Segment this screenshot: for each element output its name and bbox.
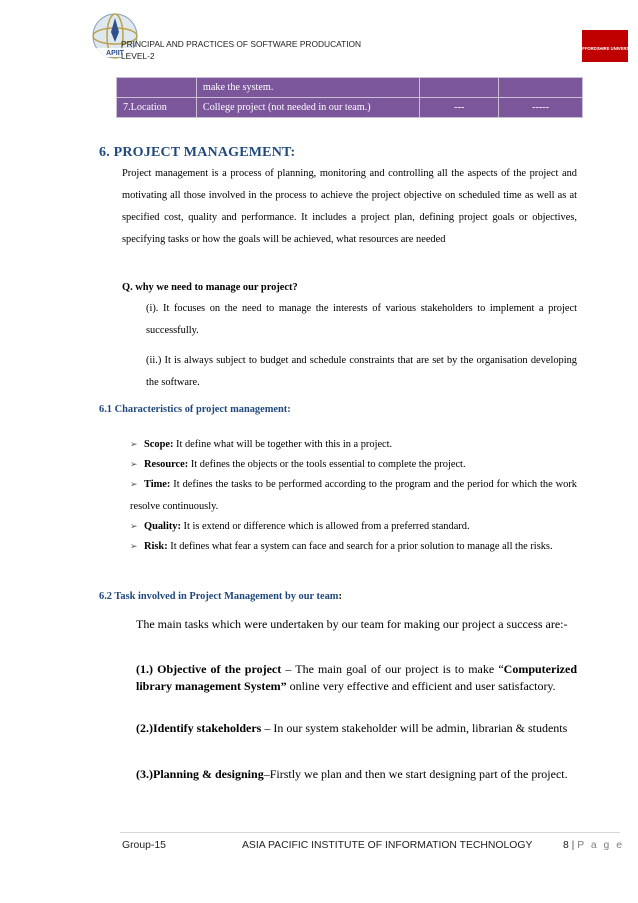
- term: Resource:: [144, 459, 189, 470]
- project-management-paragraph: Project management is a process of planning, monitoring and controlling all the aspects of the project and motivating all those involved in the process to achieve the project objective on scheduled time as well as at specified cost, quality and performance. It includes a project plan, defining project goals or objectives, specifying tasks or how the goals will be achieved, what resources are needed: [122, 168, 577, 245]
- section-6-2-title: 6.2 Task involved in Project Management by our team: [99, 591, 339, 602]
- table-row: [117, 98, 583, 118]
- table-cell: College project (not needed in our team.): [196, 98, 419, 118]
- term: Risk:: [144, 541, 168, 552]
- table-cell: make the system.: [196, 78, 419, 98]
- definition: It is extend or difference which is allowed from a preferred standard.: [180, 521, 470, 532]
- task-lead: (2.)Identify stakeholders: [136, 721, 262, 735]
- table-cell: 7.Location: [117, 98, 197, 118]
- table-cell: -----: [499, 98, 583, 118]
- task-lead: (3.)Planning & designing: [136, 767, 264, 781]
- header-course-title: PRINCIPAL AND PRACTICES OF SOFTWARE PRODUCATION: [121, 39, 362, 49]
- header-level: LEVEL-2: [121, 51, 155, 61]
- svg-text:APIIT: APIIT: [106, 50, 124, 57]
- footer-page-number: [563, 840, 624, 851]
- arrow-bullet-icon: ➢: [130, 439, 138, 449]
- section-6-1-heading: 6.1 Characteristics of project management:: [99, 404, 291, 415]
- page-word: P a g e: [577, 840, 625, 851]
- header-text: [121, 38, 361, 62]
- footer-group: Group-15: [122, 840, 166, 851]
- page-number: 8: [563, 840, 569, 851]
- definition: It defines what fear a system can face and search for a prior solution to manage all the risks.: [167, 541, 553, 552]
- arrow-bullet-icon: ➢: [130, 521, 138, 531]
- term: Quality:: [144, 521, 181, 532]
- arrow-bullet-icon: ➢: [130, 541, 138, 551]
- list-item: [130, 535, 577, 558]
- staffordshire-logo: [574, 30, 636, 62]
- page-separator: |: [568, 840, 578, 851]
- section-6-2-colon: :: [338, 591, 342, 602]
- answer-1: (i). It focuses on the need to manage the interests of various stakeholders to implement a project successfully.: [146, 303, 577, 336]
- definition: It defines the objects or the tools essential to complete the project.: [188, 459, 466, 470]
- term: Scope:: [144, 439, 174, 450]
- task-text: – The main goal of our project is to make “: [281, 662, 504, 676]
- task-text: –Firstly we plan and then we start designing part of the project.: [263, 767, 568, 781]
- task-text: online very effective and efficient and user satisfactory.: [286, 679, 556, 693]
- footer-institute: ASIA PACIFIC INSTITUTE OF INFORMATION TECHNOLOGY: [242, 840, 533, 851]
- list-item: [130, 473, 577, 518]
- definition: It defines the tasks to be performed according to the program and the period for which the work resolve continuously.: [130, 479, 577, 512]
- table-cell: [117, 78, 197, 98]
- arrow-bullet-icon: ➢: [130, 479, 138, 489]
- requirements-table: [116, 77, 583, 118]
- answer-2: (ii.) It is always subject to budget and schedule constraints that are set by the organisation developing the software.: [146, 355, 577, 388]
- svg-text:STAFFORDSHIRE UNIVERSITY: STAFFORDSHIRE UNIVERSITY: [574, 46, 636, 51]
- footer-divider: [120, 832, 620, 833]
- term: Time:: [144, 479, 171, 490]
- question-heading: Q. why we need to manage our project?: [122, 282, 298, 293]
- section-6-heading: 6. PROJECT MANAGEMENT:: [99, 145, 296, 160]
- section-6-2-heading: [99, 591, 342, 602]
- table-row: [117, 78, 583, 98]
- table-cell: ---: [420, 98, 499, 118]
- task-item: [136, 661, 577, 695]
- arrow-bullet-icon: ➢: [130, 459, 138, 469]
- task-lead: (1.) Objective of the project: [136, 662, 282, 676]
- definition: It define what will be together with this in a project.: [173, 439, 393, 450]
- task-system-name: Computerized library management System”: [136, 662, 577, 693]
- task-text: – In our system stakeholder will be admin, librarian & students: [261, 721, 568, 735]
- task-item: [136, 720, 577, 737]
- task-item: [136, 766, 577, 783]
- table-cell: [499, 78, 583, 98]
- tasks-intro: The main tasks which were undertaken by our team for making our project a success are:-: [136, 617, 568, 631]
- table-cell: [420, 78, 499, 98]
